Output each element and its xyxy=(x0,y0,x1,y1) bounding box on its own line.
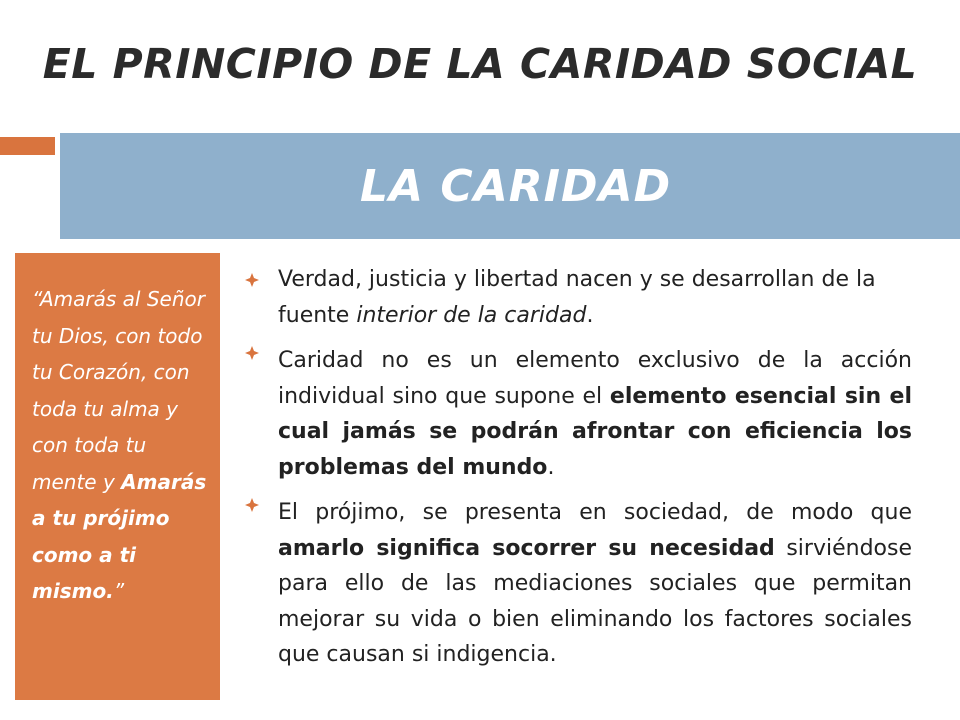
bullet-bold-text: elemento esencial sin el cual jamás se podrán afrontar con eficiencia los problemas del mundo xyxy=(278,383,913,480)
bullet-text: Verdad, justicia y libertad nacen y se desarrollan de la fuente xyxy=(278,267,876,328)
quote-box xyxy=(15,253,220,700)
bullet-item xyxy=(240,495,912,673)
bullet-italic-text: interior de la caridad xyxy=(356,302,587,328)
bullet-text: Caridad no es un elemento exclusivo de la acción individual sino que supone el xyxy=(278,348,912,409)
bullet-text: El prójimo, se presenta en sociedad, de modo que xyxy=(278,500,912,525)
quote-text xyxy=(32,281,210,610)
bullet-text-end: sirviéndose para ello de las mediaciones sociales que permitan mejorar su vida o bien eliminando los factores sociales que causan si indigencia. xyxy=(278,535,912,667)
quote-part-1: “Amarás al Señor tu Dios, con todo tu Corazón, con toda tu alma y con toda tu mente y xyxy=(32,287,205,494)
diamond-bullet-icon xyxy=(245,273,259,287)
bullet-item xyxy=(240,262,912,333)
section-banner xyxy=(60,133,960,239)
slide-title: EL PRINCIPIO DE LA CARIDAD SOCIAL xyxy=(42,40,918,88)
quote-part-bold: Amarás a tu prójimo como a ti mismo. xyxy=(32,469,207,603)
bullet-text-end: . xyxy=(586,302,594,328)
bullet-text-end: . xyxy=(547,454,555,480)
accent-bar xyxy=(0,137,55,155)
bullet-list xyxy=(240,262,912,683)
bullet-item xyxy=(240,343,912,485)
diamond-bullet-icon xyxy=(245,346,259,360)
quote-closing: ” xyxy=(113,579,125,603)
diamond-bullet-icon xyxy=(245,498,259,512)
bullet-bold-text: amarlo significa socorrer su necesidad xyxy=(278,535,775,561)
banner-title: LA CARIDAD xyxy=(360,161,672,212)
